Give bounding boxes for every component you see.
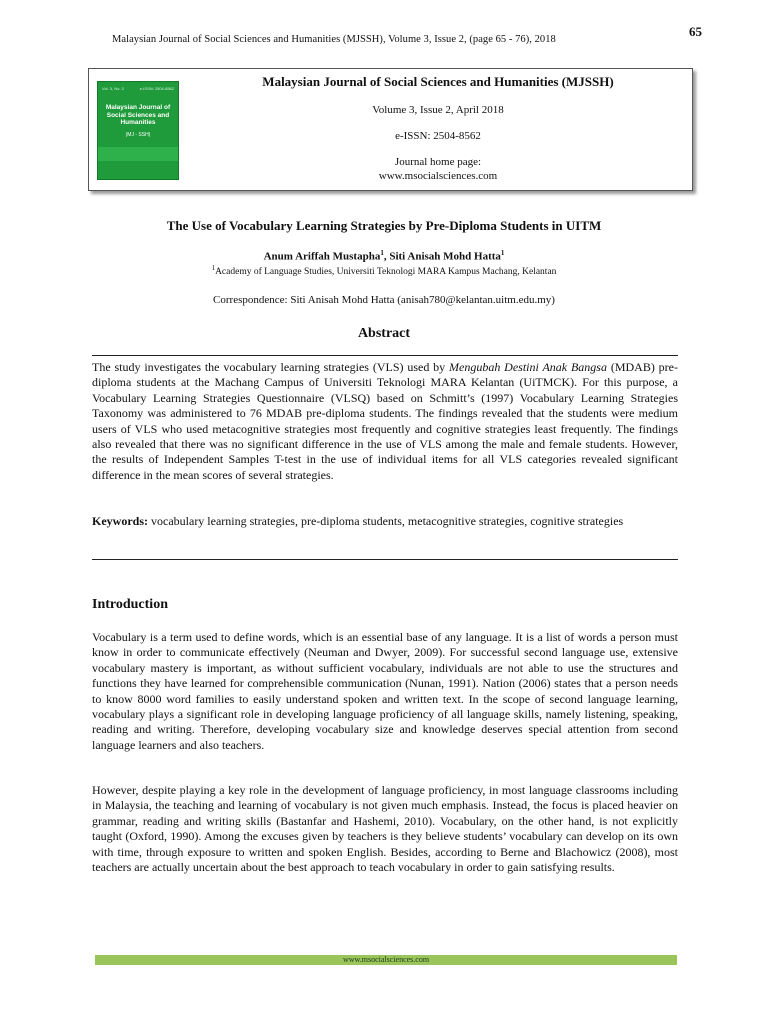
journal-volume: Volume 3, Issue 2, April 2018 <box>372 104 504 116</box>
journal-homepage <box>184 155 692 183</box>
author-2-affil-mark: 1 <box>500 249 505 257</box>
cover-title: Malaysian Journal of Social Sciences and Humanities <box>105 104 171 126</box>
author-2: , Siti Anisah Mohd Hatta <box>383 250 501 263</box>
cover-issn: e-ISSN: 2504-8562 <box>139 86 174 91</box>
running-head: Malaysian Journal of Social Sciences and Humanities (MJSSH), Volume 3, Issue 2, (page 65 - 76), 2018 <box>112 34 556 45</box>
paper-authors <box>0 249 768 263</box>
paper-affiliation <box>0 264 768 277</box>
cover-band <box>98 147 178 161</box>
cover-top-line <box>102 86 174 91</box>
cover-subtitle: (MJ - SSH) <box>125 132 151 138</box>
introduction-paragraph-1: Vocabulary is a term used to define words, which is an essential base of any language. It is a list of words a person must know in order to communicate effectively (Neuman and Dwyer, 2009). For successful second language use, extensive vocabulary mastery is important, as without sufficient vocabulary, individuals are not able to use the structures and functions they have learned for comprehensible communication (Nunan, 1991). Nation (2006) states that a person needs to know 8000 word families to easily understand spoken and written text. In the scope of second language learning, vocabulary plays a significant role in developing language proficiency of all language skills, namely listening, speaking, reading and writing. Therefore, developing vocabulary size and knowledge deserves special attention from second language learners and also teachers. <box>92 630 678 752</box>
journal-cover-image <box>97 81 179 180</box>
journal-info-box <box>88 68 693 191</box>
author-1-affil-mark: 1 <box>380 249 384 257</box>
journal-issn: e-ISSN: 2504-8562 <box>395 130 481 142</box>
footer-url[interactable]: www.msocialsciences.com <box>342 955 430 964</box>
abstract-italic-term: Mengubah Destini Anak Bangsa <box>449 360 607 374</box>
affiliation-mark: 1 <box>211 264 216 272</box>
introduction-heading: Introduction <box>92 597 168 612</box>
homepage-label: Journal home page: <box>394 156 482 168</box>
author-1: Anum Ariffah Mustapha <box>263 250 381 263</box>
affiliation-text: Academy of Language Studies, Universiti Teknologi MARA Kampus Machang, Kelantan <box>215 267 557 278</box>
abstract-text-part-1: The study investigates the vocabulary learning strategies (VLS) used by <box>92 360 450 374</box>
abstract-text <box>92 360 678 483</box>
abstract-top-rule <box>92 355 678 356</box>
correspondence: Correspondence: Siti Anisah Mohd Hatta (anisah780@kelantan.uitm.edu.my) <box>213 294 555 306</box>
abstract-heading: Abstract <box>357 326 411 341</box>
abstract-bottom-rule <box>92 559 678 560</box>
journal-title: Malaysian Journal of Social Sciences and Humanities (MJSSH) <box>262 74 614 89</box>
homepage-url[interactable]: www.msocialsciences.com <box>378 170 498 182</box>
cover-volume: Vol. 3, No. 2 <box>102 86 124 91</box>
abstract-text-part-2: (MDAB) pre-diploma students at the Machang Campus of Universiti Teknologi MARA Kelantan (UiTMCK). For this purpose, a Vocabulary Learning Strategies Questionnaire (VLSQ) based on Schmitt’s (1997) Vocabulary Learning Strategies Taxonomy was administered to 76 MDAB pre-diploma students. The findings revealed that the students were medium users of VLS who used metacognitive strategies most frequently and cognitive strategies least frequently. The findings also revealed that there was no significant difference in the use of VLS among the male and female students. However, the results of Independent Samples T-test in the use of individual items for all VLS categories revealed significant difference in the mean scores of several strategies. <box>92 360 678 482</box>
keywords-list: vocabulary learning strategies, pre-diploma students, metacognitive strategies, cognitive strategies <box>151 514 624 528</box>
page-number: 65 <box>689 24 702 39</box>
paper-title: The Use of Vocabulary Learning Strategies by Pre-Diploma Students in UITM <box>166 218 602 233</box>
keywords-label: Keywords: <box>92 514 148 528</box>
keywords <box>92 514 678 529</box>
introduction-paragraph-2: However, despite playing a key role in the development of language proficiency, in most language classrooms including in Malaysia, the teaching and learning of vocabulary is not given much emphasis. Instead, the focus is placed heavier on grammar, reading and writing skills (Bastanfar and Hashemi, 2010). Vocabulary, on the other hand, is not explicitly taught (Oxford, 1990). Among the excuses given by teachers is they believe students’ vocabulary can develop on its own with time, through exposure to written and spoken English. Besides, according to Berne and Blachowicz (2008), most teachers are actually uncertain about the best approach to teach vocabulary in order to gain satisfying results. <box>92 783 678 875</box>
